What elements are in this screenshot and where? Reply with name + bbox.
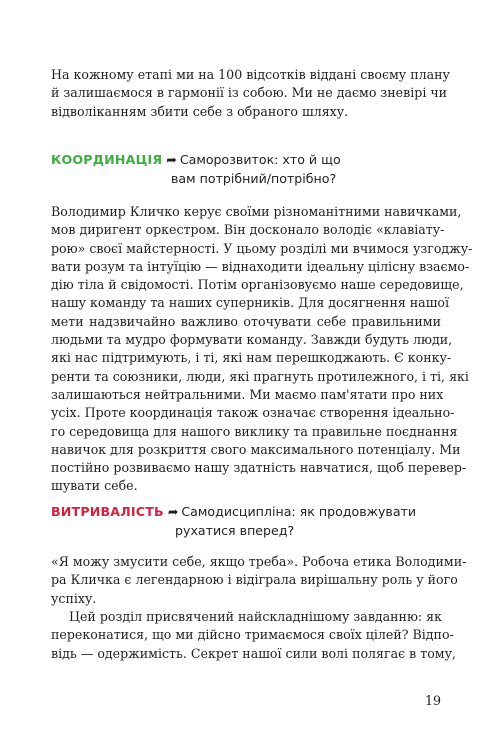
text-line: го середовища для нашого виклику та правильне поєднання (51, 423, 458, 439)
text-line: відволіканням збити себе з обраного шляху. (51, 103, 349, 119)
arrow-icon: ➦ (167, 504, 179, 519)
endurance-paragraph-b (51, 608, 457, 663)
text-line: рою» своєї майстерності. У цьому розділі ми вчимося узгоджу- (51, 240, 473, 256)
text-line: шувати себе. (51, 478, 138, 494)
text-line: ренти та союзники, люди, які прагнуть протилежного, і ті, які (51, 368, 469, 384)
coordination-paragraph (51, 203, 473, 496)
text-line: нашу команду та наших суперників. Для досягнення нашої (51, 295, 450, 311)
section-tag: КООРДИНАЦІЯ (51, 152, 163, 167)
text-line: дію тіла й свідомості. Потім організовуємо наше середовище, (51, 277, 464, 293)
section-heading-endurance (51, 502, 451, 540)
text-line: «Я можу змусити себе, якщо треба». Робоча етика Володими- (51, 554, 467, 569)
text-line: ра Кличка є легендарною і відіграла вирішальну роль у його (51, 572, 458, 588)
section-title-line1: Саморозвиток: хто й що (179, 152, 341, 167)
endurance-paragraph-a (51, 553, 467, 608)
text-line: постійно розвиваємо нашу здатність навчатися, щоб перевер- (51, 460, 467, 476)
section-title-line2: вам потрібний/потрібно? (171, 171, 337, 186)
text-line: навичок для розкриття свого максимального потенціалу. Ми (51, 441, 461, 457)
text-line: й залишаємося в гармонії із собою. Ми не даємо зневірі чи (51, 85, 448, 101)
text-line: усіх. Проте координація також означає створення ідеально- (51, 405, 455, 421)
section-heading-coordination (51, 150, 451, 188)
section-title-line2: рухатися вперед? (175, 523, 295, 538)
text-line: переконатися, що ми дійсно тримаємося своїх цілей? Відпо- (51, 627, 454, 643)
page-number: 19 (424, 693, 441, 708)
text-line: мети надзвичайно важливо оточувати себе правильними (51, 313, 441, 329)
text-line: які нас підтримують, і ті, які нам перешкоджають. Є конку- (51, 350, 452, 366)
text-line: Володимир Кличко керує своїми різноманітними навичками, (51, 204, 462, 219)
text-line: залишаються нейтральними. Ми маємо пам'ятати про них (51, 386, 444, 402)
intro-paragraph (51, 66, 450, 121)
text-line: Цей розділ присвячений найскладнішому завданню: як (69, 609, 442, 624)
text-line: відь — одержимість. Секрет нашої сили волі полягає в тому, (51, 645, 457, 661)
text-line: успіху. (51, 590, 97, 606)
text-line: людьми та мудро формувати команду. Завжди будуть люди, (51, 332, 453, 348)
text-line: мов диригент оркестром. Він досконало володіє «клавіату- (51, 222, 445, 238)
section-title-line1: Самодисципліна: як продовжувати (181, 504, 417, 519)
section-tag: ВИТРИВАЛІСТЬ (51, 504, 164, 519)
arrow-icon: ➦ (166, 152, 177, 167)
text-line: На кожному етапі ми на 100 відсотків віддані своєму плану (51, 67, 450, 82)
text-line: вати розум та інтуїцію — віднаходити ідеальну цілісну взаємо- (51, 258, 470, 274)
